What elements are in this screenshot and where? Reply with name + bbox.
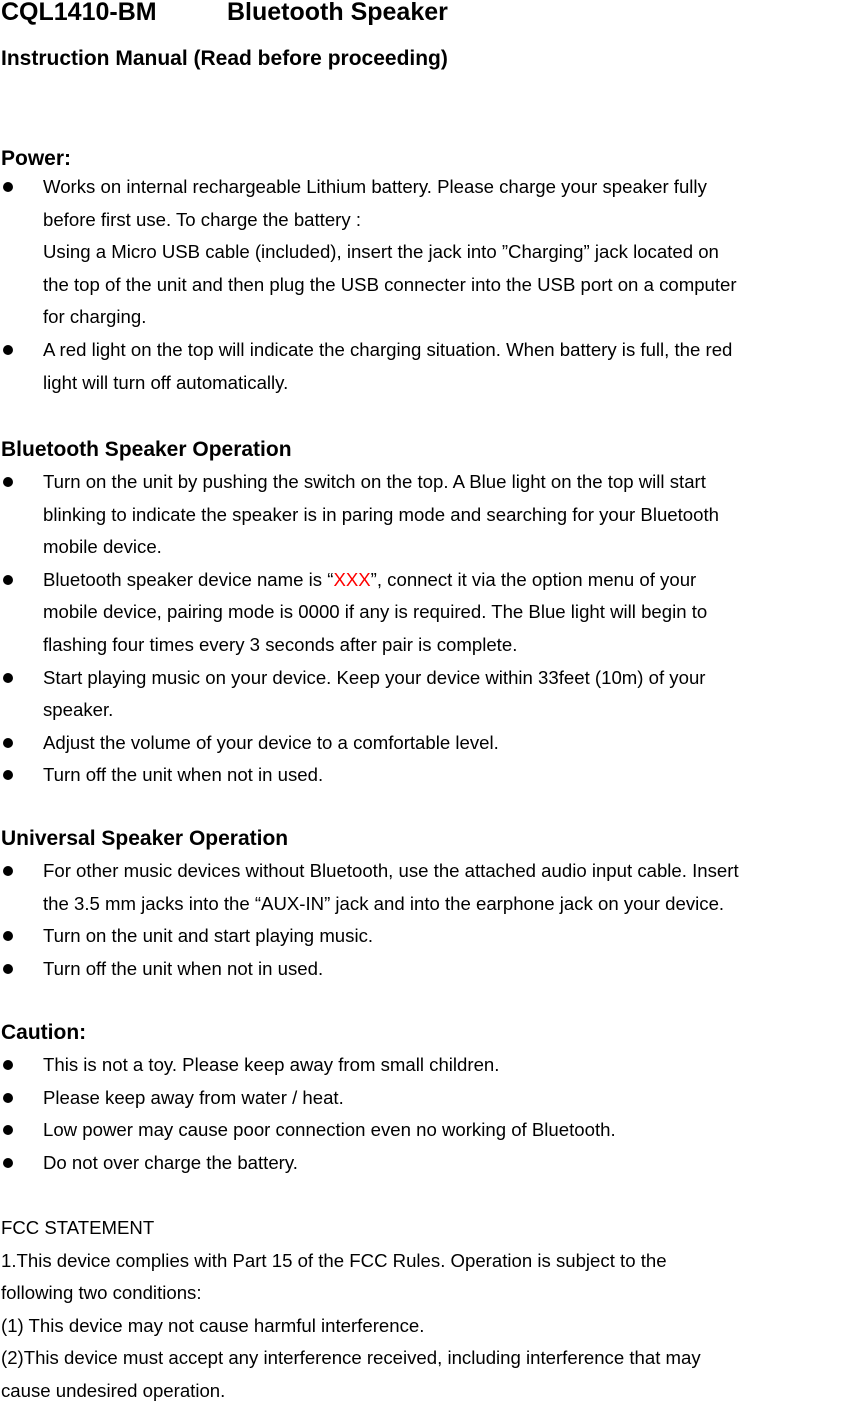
list-item [0,727,864,760]
universal-list [0,855,864,985]
list-item-text: mobile device. [43,536,162,558]
list-item-text: Turn on the unit by pushing the switch on the top. A Blue light on the top will start [43,471,706,492]
list-item-text: Start playing music on your device. Keep your device within 33feet (10m) of your [43,666,706,688]
list-item [0,466,864,564]
bullet-icon [3,964,13,974]
caution-heading: Caution: [1,1021,87,1044]
list-item-text: Please keep away from water / heat. [43,1086,344,1108]
universal-heading: Universal Speaker Operation [1,827,289,850]
bullet-icon [3,1060,13,1070]
document-subtitle: Instruction Manual (Read before proceeding) [1,47,448,70]
bullet-icon [3,182,13,192]
fcc-line: 1.This device complies with Part 15 of the FCC Rules. Operation is subject to the [1,1249,667,1271]
list-item [0,920,864,953]
list-item-text: before first use. To charge the battery : [43,208,361,230]
bullet-icon [3,738,13,748]
device-name-suffix: ”, connect it via the option menu of your [370,568,697,590]
device-name-prefix: Bluetooth speaker device name is “ [43,568,334,590]
power-list [0,171,864,399]
bullet-icon [3,866,13,876]
list-item-text: blinking to indicate the speaker is in paring mode and searching for your Bluetooth [43,503,719,525]
list-item-text: Works on internal rechargeable Lithium battery. Please charge your speaker fully [43,176,707,197]
bullet-icon [3,345,13,355]
list-item [0,855,864,920]
fcc-line: cause undesired operation. [1,1379,226,1401]
bluetooth-list [0,466,864,792]
list-item-text: mobile device, pairing mode is 0000 if any is required. The Blue light will begin to [43,601,708,623]
list-item [0,1147,864,1180]
bullet-icon [3,673,13,683]
bullet-icon [3,1125,13,1135]
caution-list [0,1049,864,1179]
list-item-text: for charging. [43,306,147,328]
product-name: Bluetooth Speaker [227,0,448,26]
document-title [1,0,448,30]
list-item-text: Turn on the unit and start playing music. [43,925,374,947]
list-item [0,1114,864,1147]
list-item [0,953,864,986]
list-item-text: speaker. [43,699,114,721]
bullet-icon [3,1158,13,1168]
bullet-icon [3,575,13,585]
list-item-text: light will turn off automatically. [43,371,289,393]
list-item-text: the top of the unit and then plug the USB connecter into the USB port on a computer [43,273,737,295]
list-item-text: Do not over charge the battery. [43,1151,298,1173]
list-item-text: the 3.5 mm jacks into the “AUX-IN” jack and into the earphone jack on your device. [43,892,725,914]
fcc-line: following two conditions: [1,1282,202,1304]
bullet-icon [3,477,13,487]
list-item [0,564,864,662]
list-item [0,171,864,334]
list-item [0,1082,864,1115]
fcc-line: (1) This device may not cause harmful interference. [1,1314,425,1336]
list-item [0,759,864,792]
list-item-text: flashing four times every 3 seconds after pair is complete. [43,633,518,655]
list-item-text: Adjust the volume of your device to a comfortable level. [43,731,499,753]
model-number: CQL1410-BM [1,0,157,26]
list-item-text: A red light on the top will indicate the charging situation. When battery is full, the red [43,338,733,360]
list-item-text: This is not a toy. Please keep away from small children. [43,1054,500,1075]
list-item-text: Low power may cause poor connection even no working of Bluetooth. [43,1119,616,1141]
list-item-text: Turn off the unit when not in used. [43,957,324,979]
list-item [0,662,864,727]
list-item-text: Using a Micro USB cable (included), insert the jack into ”Charging” jack located on [43,241,719,263]
list-item [0,1049,864,1082]
list-item-text: Turn off the unit when not in used. [43,764,324,786]
fcc-heading: FCC STATEMENT [1,1217,155,1238]
fcc-statement [1,1212,861,1408]
device-name-placeholder: XXX [333,568,371,590]
list-item-text [43,564,864,597]
fcc-line: (2)This device must accept any interference received, including interference that may [1,1347,701,1369]
bullet-icon [3,931,13,941]
list-item [0,334,864,399]
bullet-icon [3,1093,13,1103]
list-item-text: For other music devices without Bluetooth, use the attached audio input cable. Insert [43,860,739,881]
bluetooth-heading: Bluetooth Speaker Operation [1,438,292,461]
power-heading: Power: [1,147,72,170]
bullet-icon [3,770,13,780]
